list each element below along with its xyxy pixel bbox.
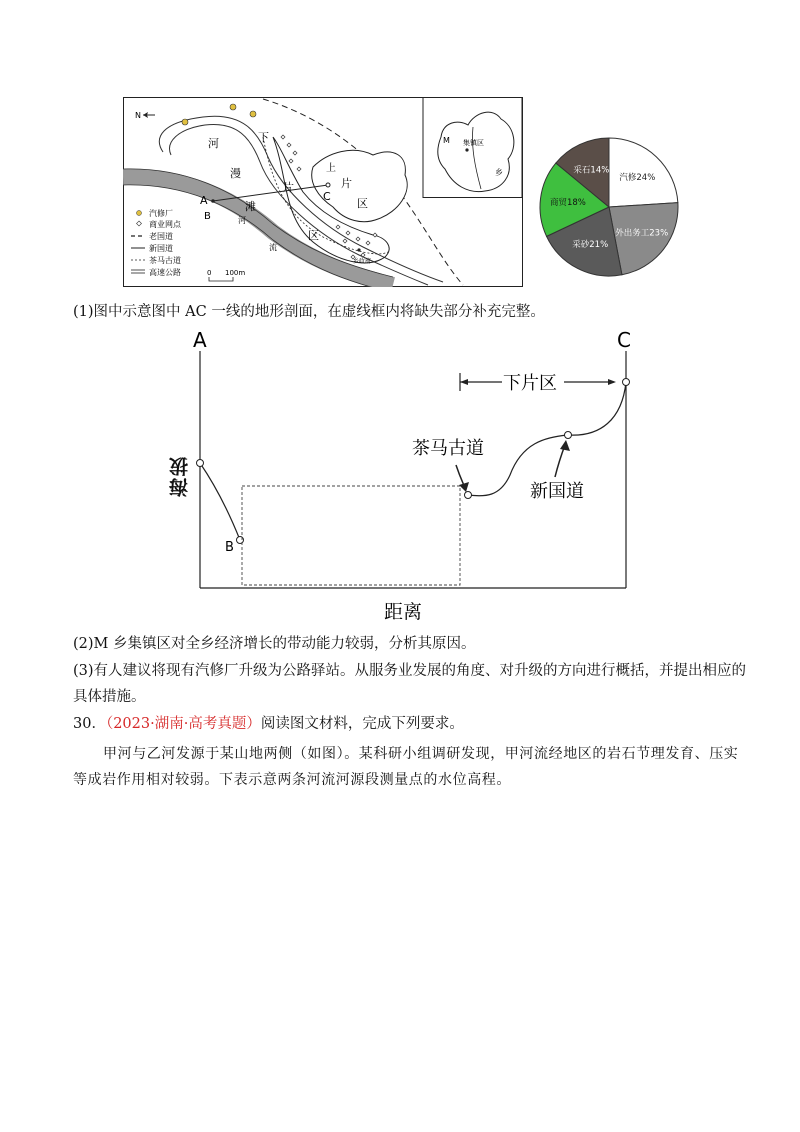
label-point-b: B	[204, 211, 211, 222]
label-tan: 滩	[245, 200, 256, 213]
profile-lower-zone: 下片区	[503, 373, 557, 394]
profile-label-c: C	[617, 328, 631, 352]
label-point-c: C	[323, 190, 331, 203]
inset-town: 集镇区	[463, 139, 484, 147]
pie-slice-label: 采砂21%	[572, 239, 609, 250]
label-upper-shang: 上	[326, 163, 336, 174]
answer-box	[242, 486, 460, 585]
question-30-source: （2023·湖南·高考真题）	[105, 716, 261, 732]
label-he: 河	[208, 137, 219, 150]
new-road-arrow-icon	[560, 440, 570, 451]
tea-road-arrow-icon	[459, 482, 469, 492]
inset-xiang: 乡	[495, 168, 503, 177]
question-3-line-2: 具体措施。	[73, 689, 146, 705]
profile-new-road: 新国道	[530, 481, 584, 502]
pie-slice-label: 采石14%	[573, 165, 610, 176]
profile-label-b: B	[225, 540, 234, 555]
label-upper-pian: 片	[341, 177, 352, 190]
new-road-marker	[565, 432, 572, 439]
tea-road-marker	[465, 492, 472, 499]
question-30-header	[73, 714, 464, 734]
north-label: N	[135, 111, 141, 120]
question-30-instruction: 阅读图文材料，完成下列要求。	[260, 716, 464, 732]
question-30-paragraph-line-1: 甲河与乙河发源于某山地两侧（如图）。某科研小组调研发现，甲河流经地区的岩石节理发育、压实	[103, 746, 739, 762]
terrain-profile-diagram	[160, 325, 650, 625]
label-lower-qu: 区	[308, 229, 319, 242]
profile-label-a: A	[193, 328, 207, 352]
profile-curve-right	[468, 382, 626, 496]
label-river-he2: 河	[238, 216, 246, 225]
label-upper-qu: 区	[357, 197, 368, 210]
inset-map	[423, 98, 522, 198]
pie-slice-label: 商贸18%	[549, 197, 586, 208]
label-man: 漫	[230, 167, 241, 180]
profile-curve-ab	[200, 463, 240, 540]
range-right-arrow-icon	[608, 379, 616, 385]
svg-text:100m: 100m	[225, 269, 246, 277]
question-2: (2)M 乡集镇区对全乡经济增长的带动能力较弱，分析其原因。	[73, 636, 476, 652]
inset-m: M	[443, 136, 450, 145]
range-left-arrow-icon	[460, 379, 468, 385]
industry-pie-chart	[536, 134, 682, 280]
legend-auto-repair: 汽修厂	[149, 209, 173, 218]
question-3-line-1: (3)有人建议将现有汽修厂升级为公路驿站。从服务业发展的角度、对升级的方向进行概括，并提出相应的	[73, 663, 747, 679]
question-30-number: 30．	[73, 716, 106, 732]
label-township: 乡政府	[353, 258, 372, 265]
profile-x-axis-label: 距离	[384, 601, 423, 623]
pie-slice-label: 外出务工23%	[615, 228, 669, 239]
legend-old-road: 老国道	[149, 232, 173, 241]
label-point-a: A	[200, 194, 208, 207]
legend-tea-road: 茶马古道	[149, 256, 181, 265]
legend-new-road: 新国道	[149, 244, 173, 253]
question-30-paragraph-line-2: 等成岩作用相对较弱。下表示意两条河流河源段测量点的水位高程。	[73, 772, 511, 788]
label-river-liu: 流	[269, 243, 277, 252]
point-a-marker	[197, 460, 204, 467]
label-lower-pian: 片	[283, 181, 294, 194]
pie-slice-label: 汽修24%	[619, 172, 656, 183]
question-1: (1)图中示意图中 AC 一线的地形剖面，在虚线框内将缺失部分补充完整。	[73, 304, 545, 320]
location-map	[123, 97, 523, 287]
legend-commercial: 商业网点	[149, 220, 181, 229]
legend-highway: 高速公路	[149, 268, 181, 277]
profile-y-axis-label: 海拔	[169, 455, 191, 497]
label-lower-xia: 下	[258, 131, 269, 144]
svg-text:0: 0	[207, 269, 212, 277]
point-c-marker	[623, 379, 630, 386]
profile-tea-road: 茶马古道	[412, 438, 484, 459]
